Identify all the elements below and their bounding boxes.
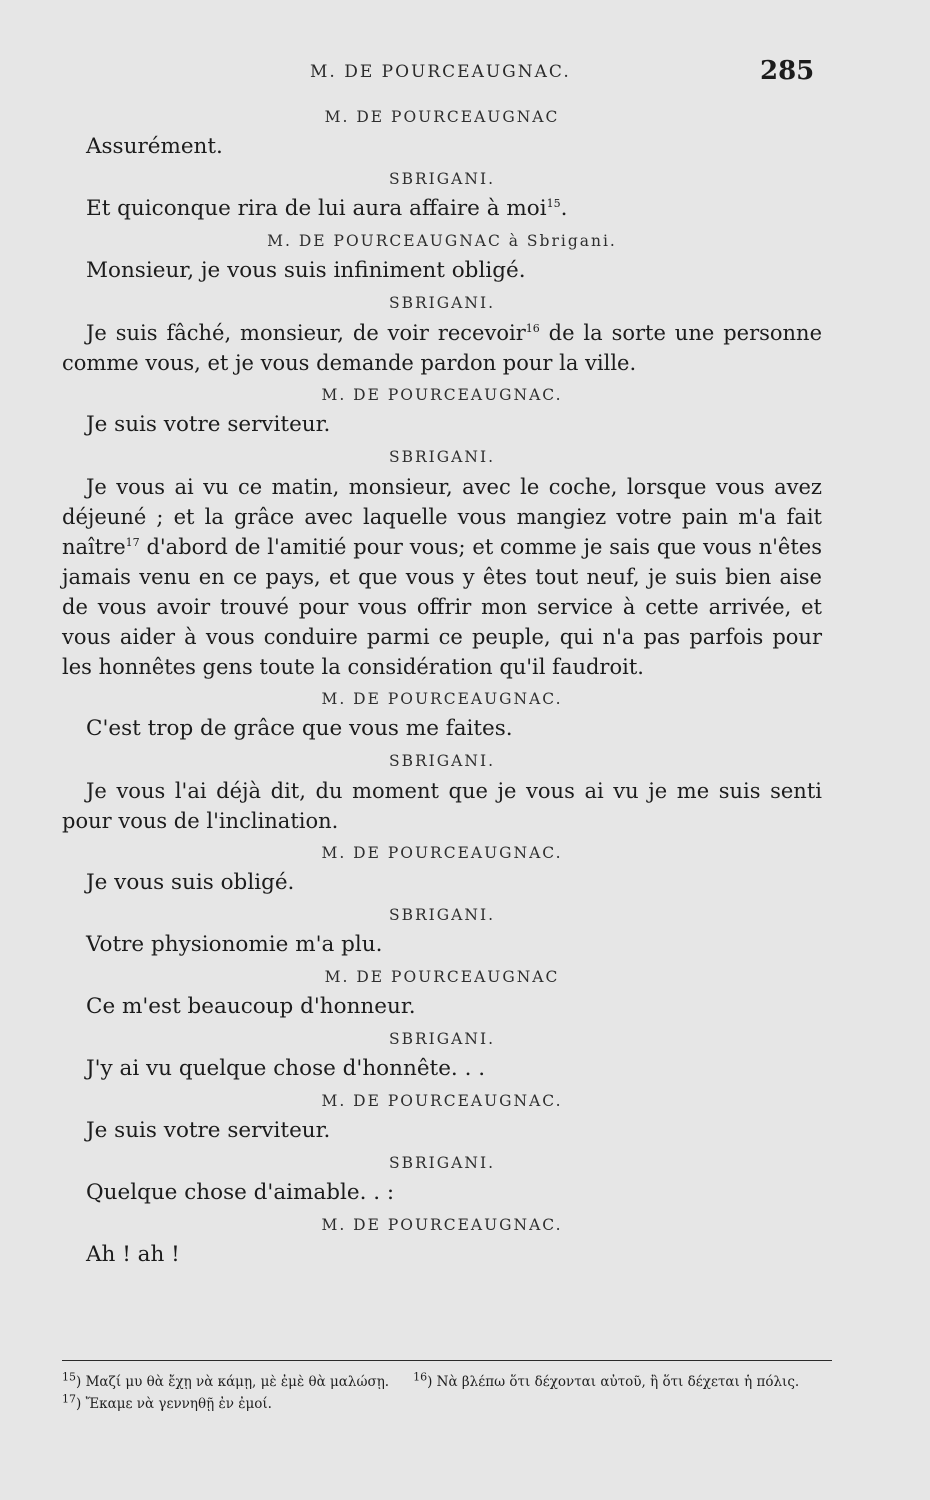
speaker-name: M. DE POURCEAUGNAC. <box>321 386 563 404</box>
dialogue-line: Ce m'est beaucoup d'honneur. <box>86 994 416 1019</box>
dialogue-line: Je suis votre serviteur. <box>86 1118 331 1143</box>
footnote-number: 15 <box>62 1370 76 1384</box>
speaker-name: M. DE POURCEAUGNAC à Sbrigani. <box>267 232 617 250</box>
dialogue-line: J'y ai vu quelque chose d'honnête. . . <box>86 1056 486 1081</box>
footnote: $^{17}$) Ἔκαμε νὰ γεννηθῇ ἐν ἐμοί. <box>62 1392 272 1412</box>
speaker-name: M. DE POURCEAUGNAC. <box>321 844 563 862</box>
speaker-name: M. DE POURCEAUGNAC <box>324 968 560 986</box>
speaker-name: SBRIGANI. <box>389 906 495 924</box>
footnote-ref: 16 <box>525 322 540 335</box>
footnote-ref: 15 <box>546 196 561 210</box>
speaker-name: M. DE POURCEAUGNAC <box>324 108 560 126</box>
speaker-name: SBRIGANI. <box>389 1030 495 1048</box>
footnote: $^{16}$) Νὰ βλέπω ὅτι δέχονται αὐτοῦ, ἢ ὅτι δέχεται ἡ πόλις. <box>413 1370 800 1390</box>
dialogue-line: Monsieur, je vous suis infiniment obligé. <box>86 258 526 283</box>
dialogue-line: Et quiconque rira de lui aura affaire à moi$^{15}$. <box>86 196 568 221</box>
footnote-number: 16 <box>413 1370 428 1384</box>
dialogue-body <box>62 100 822 1270</box>
speaker-name: SBRIGANI. <box>389 752 495 770</box>
dialogue-line: Votre physionomie m'a plu. <box>86 932 383 957</box>
dialogue-line: Assurément. <box>86 134 223 159</box>
dialogue-line: Je vous ai vu ce matin, monsieur, avec le coche, lorsque vous avez déjeuné ; et la grâce avec laquelle vous mangiez votre pain m'a fait naître$^{17}$ d'abord de l'amitié pour vous; et comme je sais que vous n'êtes jamais venu en ce pays, et que vous y êtes tout neuf, je suis bien aise de vous avoir trouvé pour vous offrir mon service à cette arrivée, et vous aider à vous conduire parmi ce peuple, qui n'a pas parfois pour les honnêtes gens toute la considération qu'il faudroit. <box>62 475 822 679</box>
footnote-ref: 17 <box>125 536 140 549</box>
speaker-name: SBRIGANI. <box>389 1154 495 1172</box>
dialogue-line: Quelque chose d'aimable. . : <box>86 1180 395 1205</box>
speaker-name: M. DE POURCEAUGNAC. <box>321 1092 563 1110</box>
running-title: M. DE POURCEAUGNAC. <box>310 62 571 82</box>
dialogue-line: Ah ! ah ! <box>86 1242 180 1267</box>
speaker-name: SBRIGANI. <box>389 294 495 312</box>
speaker-name: M. DE POURCEAUGNAC. <box>321 1216 563 1234</box>
page-number: 285 <box>760 56 815 86</box>
footnote-number: 17 <box>62 1392 76 1406</box>
speaker-name: M. DE POURCEAUGNAC. <box>321 690 563 708</box>
dialogue-line: Je suis fâché, monsieur, de voir recevoir$^{16}$ de la sorte une personne comme vous, et je vous demande pardon pour la ville. <box>62 321 823 375</box>
footnote: $^{15}$) Μαζί μυ θὰ ἔχῃ νὰ κάμῃ, μὲ ἐμὲ θὰ μαλώσῃ. <box>62 1370 390 1390</box>
dialogue-line: C'est trop de grâce que vous me faites. <box>86 716 513 741</box>
dialogue-line: Je vous l'ai déjà dit, du moment que je vous ai vu je me suis senti pour vous de l'inclination. <box>62 779 822 833</box>
footnotes <box>62 1360 832 1415</box>
dialogue-line: Je vous suis obligé. <box>86 870 295 895</box>
speaker-name: SBRIGANI. <box>389 170 495 188</box>
dialogue-line: Je suis votre serviteur. <box>86 412 331 437</box>
running-head <box>0 56 930 90</box>
speaker-name: SBRIGANI. <box>389 448 495 466</box>
